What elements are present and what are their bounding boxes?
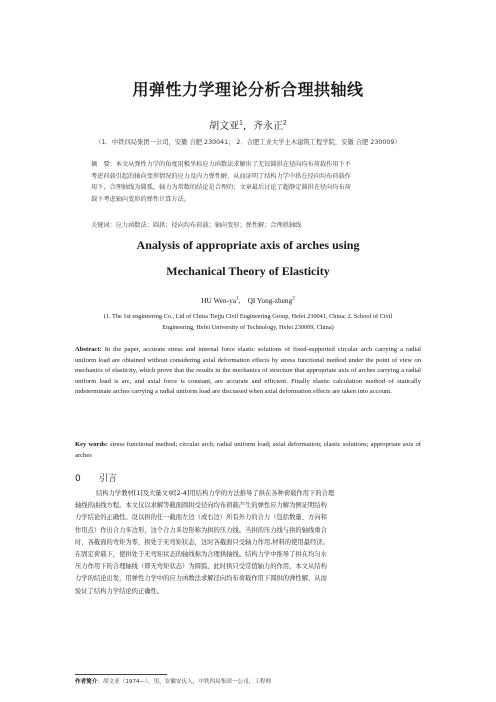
authors-chinese	[0, 117, 496, 132]
footnote-label: 作者简介	[75, 679, 98, 685]
body-line: 压力作用下的合理轴线（即无弯矩状态）为圆弧，此时拱只受常值轴力的作用，本文从结构	[75, 563, 327, 571]
affiliation-en-line1: (1. The 1st engineering Co., Ltd of China Tiejju Civil Engineering Group, Hefei 230041, China; 2. School of Civil	[103, 313, 393, 320]
keywords-chinese: 关键词：应力函数法；圆拱；径向均布荷载；轴向变形；弹性解；合理拱轴线	[91, 222, 302, 229]
affiliation-en-line2: Engineering, Hefei University of Technology, Hefei 230009, China)	[162, 324, 334, 331]
abstract-cn-line: 摘 要：本文从弹性力学的角度用极坐标应力函数法求解出了无铰圆拱在径向均布荷载作用下不	[91, 161, 351, 168]
abstract-english	[75, 345, 421, 398]
body-line: 轴线的曲线方程。本文仅以求解等截面圆拱受径向均布荷载产生的弹性应力解为例证明结构	[75, 502, 327, 510]
affiliation-english	[40, 311, 456, 333]
footnote-rule	[75, 674, 167, 675]
title-english-line1: Analysis of appropriate axis of arches using	[136, 238, 360, 252]
footnote-text: ：胡文亚（1974—），男，安徽安庆人，中铁四局集团一公司，工程师	[97, 679, 272, 685]
author-2-name: 齐永正	[253, 121, 283, 132]
author-1-name: 胡文亚	[209, 121, 240, 132]
affiliation-chinese: （1．中铁四局集团一公司，安徽 合肥 230041； 2．合肥工业大学土木建筑工程学院，安徽 合肥 230009）	[95, 139, 401, 146]
abstract-en-label: Abstract:	[75, 346, 102, 353]
body-line: 在固定荷载下，使拱处于无弯矩状态的轴线称为合理拱轴线。结构力学中推导了拱在均匀水	[75, 551, 327, 559]
body-line: 作用点）作出合力多边形，这个合力多边形称为拱的压力线。当拱的压力线与拱的轴线重合	[75, 526, 327, 534]
body-line: 力学的结论出发，用弹性力学中的应力函数法求解径向均布荷载作用下圆拱的弹性解，从而	[75, 575, 327, 583]
author-en-2-name: QI Yong-zheng	[247, 296, 293, 305]
keywords-en-label: Key words:	[75, 441, 108, 448]
section-number: 0	[75, 474, 81, 484]
author-en-1-affil-mark: 1	[236, 296, 239, 302]
abstract-en-text: In the paper, accurate stress and internal force elastic solutions of fixed-supported circular arch carrying a radial uniform load are obtained without considering axial deformation effects by stress functional method under the point of view on mechanics of elasticity, which prove that the results in the mechanics of structure that appropriate axis of arches carrying a radial uniform load is arc, and axial force is constant, are accurate and efficient. Finally elastic calculation method of statically indeterminate arches carrying a radial uniform load are discussed when axial deformation effects are taken into account.	[75, 346, 421, 396]
author-2-affil-mark: 2	[283, 119, 287, 127]
authors-english: HU Wen-$ya^1$, QI Yong-zheng$^2$	[201, 296, 295, 305]
author-separator: ，	[243, 121, 253, 132]
author-en-1-name: HU Wen-ya	[201, 296, 237, 305]
author-1-affil-mark: 1	[239, 119, 243, 127]
author-en-2-affil-mark: 2	[292, 296, 295, 302]
abstract-chinese	[91, 159, 409, 205]
title-chinese: 用弹性力学理论分析合理拱轴线	[132, 80, 364, 99]
body-line: 时，各截面的弯矩为零，拱处于无弯矩状态，这时各截面只受轴力作用,材料的使用最经济。	[75, 538, 329, 546]
section-title: 引言	[99, 474, 118, 484]
body-line: 力学结论的正确性。设以拱的任一截面左边（或右边）所有外力的合力（包括数量、方向和	[75, 514, 327, 522]
abstract-cn-line: 载下考虑轴向变形的弹性计算方法。	[91, 195, 190, 203]
section-heading-intro	[75, 471, 117, 484]
intro-body-text	[75, 488, 421, 598]
keywords-en-text: stress functional method; circular arch; radial uniform load; axial deformation; elastic solutions; appropriate axis of arches	[75, 441, 421, 459]
title-english-line2: Mechanical Theory of Elasticity	[166, 264, 330, 278]
body-line: 结构力学教材[1]及大量文章[2-4]用结构力学的方法推导了拱在各种荷载作用下的合理	[96, 490, 335, 497]
keywords-english	[75, 440, 421, 461]
body-line: 验证了结构力学结论的正确性。	[75, 587, 164, 595]
abstract-cn-line: 用下，合理轴线为圆弧，轴力为常数的结论是合理的；文章最后讨论了超静定圆拱在径向均布荷	[91, 184, 351, 191]
author-bio-footnote	[75, 677, 421, 685]
abstract-cn-line: 考虑荷载引起的轴向变形情况的应力及内力弹性解，从而证明了结构力学中拱在径向均布荷载作	[91, 172, 351, 180]
